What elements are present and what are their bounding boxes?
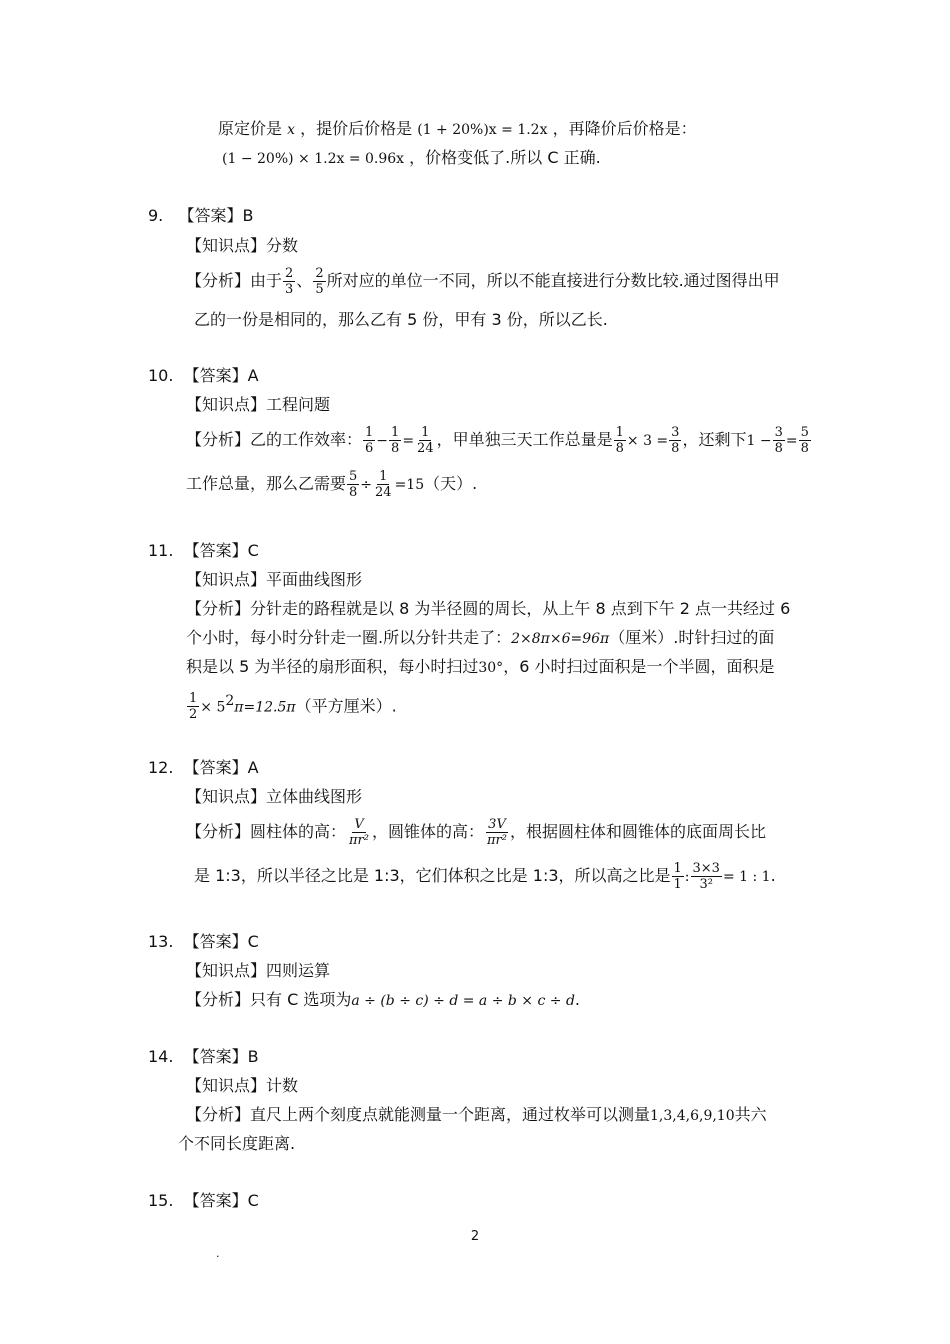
numerator: 1 (391, 425, 400, 440)
denominator: 5 (315, 282, 324, 297)
math: : (684, 869, 690, 885)
text: 【分析】乙的工作效率： (186, 430, 363, 449)
numerator: 3V (488, 817, 506, 832)
q14-analysis-1 (186, 1103, 767, 1128)
denominator: 6 (365, 441, 374, 456)
page-number: 2 (470, 1229, 480, 1244)
denominator: 24 (375, 485, 392, 500)
q9-knowledge: 【知识点】分数 (186, 236, 299, 255)
denominator: πr² (349, 833, 369, 848)
math: π=12.5π (234, 699, 296, 716)
text: ，圆锥体的高： (372, 822, 485, 841)
math: 2×8π×6=96π (511, 631, 610, 647)
fraction (347, 469, 359, 500)
denominator: 8 (671, 441, 680, 456)
q11-analysis-2 (186, 626, 774, 651)
text: ，再降价后价格是： (552, 119, 697, 138)
answer: 【答案】B (183, 1047, 259, 1066)
fraction (799, 425, 811, 456)
text: 共六 (734, 1105, 767, 1124)
answer: 【答案】A (183, 366, 259, 385)
text: 【分析】直尺上两个刻度点就能测量一个距离，通过枚举可以测量 (186, 1105, 651, 1124)
numerator: 1 (379, 469, 388, 484)
q11-knowledge: 【知识点】平面曲线图形 (186, 570, 363, 589)
text: 积是以 5 为半径的扇形面积，每小时扫过 (186, 657, 479, 676)
fraction (485, 817, 509, 848)
q15-answer (148, 1189, 259, 1213)
q12-analysis-2 (194, 858, 776, 895)
answer: 【答案】C (183, 1191, 259, 1210)
q13-answer (148, 930, 259, 954)
question-number: 13. (148, 932, 174, 951)
numerator: 5 (800, 425, 809, 440)
q12-analysis-1 (186, 814, 766, 850)
numerator: 5 (349, 469, 358, 484)
question-number: 12. (148, 758, 174, 777)
text: （平方厘米）. (295, 696, 397, 716)
fraction (283, 266, 295, 297)
fraction (313, 266, 325, 297)
math: = 1 : 1 (722, 869, 771, 885)
question-number: 14. (148, 1047, 174, 1066)
fraction (672, 861, 684, 892)
q14-analysis-2: 个不同长度距离. (178, 1134, 296, 1153)
numerator: 1 (421, 425, 430, 440)
answer: 【答案】C (183, 932, 259, 951)
q14-knowledge: 【知识点】计数 (186, 1076, 299, 1095)
q9-analysis-1 (186, 266, 780, 297)
numerator: 2 (315, 266, 324, 281)
numerator: 2 (285, 266, 294, 281)
answer: 【答案】C (183, 541, 259, 560)
q10-knowledge: 【知识点】工程问题 (186, 395, 331, 414)
text: 原定价是 (218, 119, 283, 138)
math: 30° (478, 660, 504, 676)
footer-dot: . (216, 1247, 220, 1260)
denominator: 24 (417, 441, 434, 456)
q13-knowledge: 【知识点】四则运算 (186, 961, 331, 980)
question-number: 11. (148, 541, 174, 560)
math: − (376, 433, 389, 449)
denominator: 8 (800, 441, 809, 456)
fraction (691, 861, 722, 892)
numerator: 1 (365, 425, 374, 440)
q10-analysis-1 (186, 424, 812, 457)
q10-answer (148, 364, 259, 388)
denominator: 8 (391, 441, 400, 456)
fraction (347, 817, 371, 848)
text: ，提价后价格是 (300, 119, 413, 138)
denominator: 2 (189, 707, 198, 723)
numerator: 1 (615, 425, 624, 440)
text: ，甲单独三天工作总量是 (436, 430, 613, 449)
math: 1 − (746, 433, 772, 449)
text: 【分析】圆柱体的高： (186, 822, 347, 841)
math: ÷ (360, 477, 373, 493)
text: 【分析】由于 (186, 271, 283, 290)
q9-analysis-2: 乙的一份是相同的，那么乙有 5 份，甲有 3 份，所以乙长. (194, 310, 608, 329)
math: = (785, 433, 798, 449)
fraction (773, 425, 785, 456)
math: a ÷ (b ÷ c) ÷ d = a ÷ b × c ÷ d (351, 993, 575, 1009)
text: 个小时，每小时分针走一圈.所以分针共走了： (186, 628, 512, 647)
question-number: 10. (148, 366, 174, 385)
denominator: 1 (673, 877, 682, 892)
denominator: 8 (774, 441, 783, 456)
q11-answer (148, 539, 259, 563)
math: (1 − 20%) × 1.2x = 0.96x (222, 151, 405, 167)
q8-line-1 (218, 117, 697, 142)
fraction (415, 425, 436, 456)
q13-analysis (186, 988, 580, 1013)
math: = (402, 433, 415, 449)
exponent: 2 (225, 693, 235, 709)
text: ，价格变低了.所以 C 正确. (409, 148, 601, 167)
math: =15 (394, 477, 425, 493)
numerator: 3 (774, 425, 783, 440)
text: 所对应的单位一不同，所以不能直接进行分数比较.通过图得出甲 (326, 271, 780, 290)
q11-analysis-3 (186, 655, 774, 680)
numerator: 1 (189, 691, 198, 707)
math: (1 + 20%)x = 1.2x (417, 122, 548, 138)
q10-analysis-2 (186, 468, 477, 501)
denominator: 8 (349, 485, 358, 500)
text: ，6 小时扫过面积是一个半圆，面积是 (503, 657, 775, 676)
text: ，还剩下 (682, 430, 747, 449)
math: 1,3,4,6,9,10 (650, 1108, 735, 1124)
text: 是 1:3，所以半径之比是 1:3，它们体积之比是 1:3，所以高之比是 (194, 866, 671, 885)
denominator: 8 (615, 441, 624, 456)
q14-answer (148, 1045, 259, 1069)
question-number: 15. (148, 1191, 174, 1210)
fraction (187, 691, 199, 722)
q11-analysis-1: 【分析】分针走的路程就是以 8 为半径圆的周长，从上午 8 点到下午 2 点一共经过 6 (186, 599, 791, 618)
fraction (373, 469, 394, 500)
fraction (614, 425, 626, 456)
math: × 5 (200, 699, 226, 716)
text: 【分析】只有 C 选项为 (186, 990, 352, 1009)
math: × 3 = (626, 433, 669, 449)
fraction (669, 425, 681, 456)
numerator: 1 (673, 861, 682, 876)
text: （厘米）.时针扫过的面 (609, 628, 775, 647)
text: （天）. (424, 474, 478, 493)
text: 工作总量，那么乙需要 (186, 474, 347, 493)
denominator: 3 (285, 282, 294, 297)
numerator: 3×3 (692, 861, 720, 876)
denominator: πr² (487, 833, 507, 848)
q12-answer (148, 756, 259, 780)
text: . (574, 990, 581, 1009)
answer: 【答案】B (178, 206, 254, 225)
q11-analysis-4 (186, 684, 397, 724)
numerator: V (354, 817, 364, 832)
numerator: 3 (671, 425, 680, 440)
answer: 【答案】A (183, 758, 259, 777)
fraction (363, 425, 375, 456)
text: 、 (296, 271, 313, 290)
fraction (389, 425, 401, 456)
question-number: 9. (148, 206, 164, 225)
q8-line-2 (222, 146, 601, 171)
q9-answer (148, 204, 254, 228)
q12-knowledge: 【知识点】立体曲线图形 (186, 787, 363, 806)
math: x (287, 122, 296, 138)
denominator: 3² (699, 877, 713, 892)
text: ，根据圆柱体和圆锥体的底面周长比 (510, 822, 767, 841)
text: . (770, 866, 776, 885)
